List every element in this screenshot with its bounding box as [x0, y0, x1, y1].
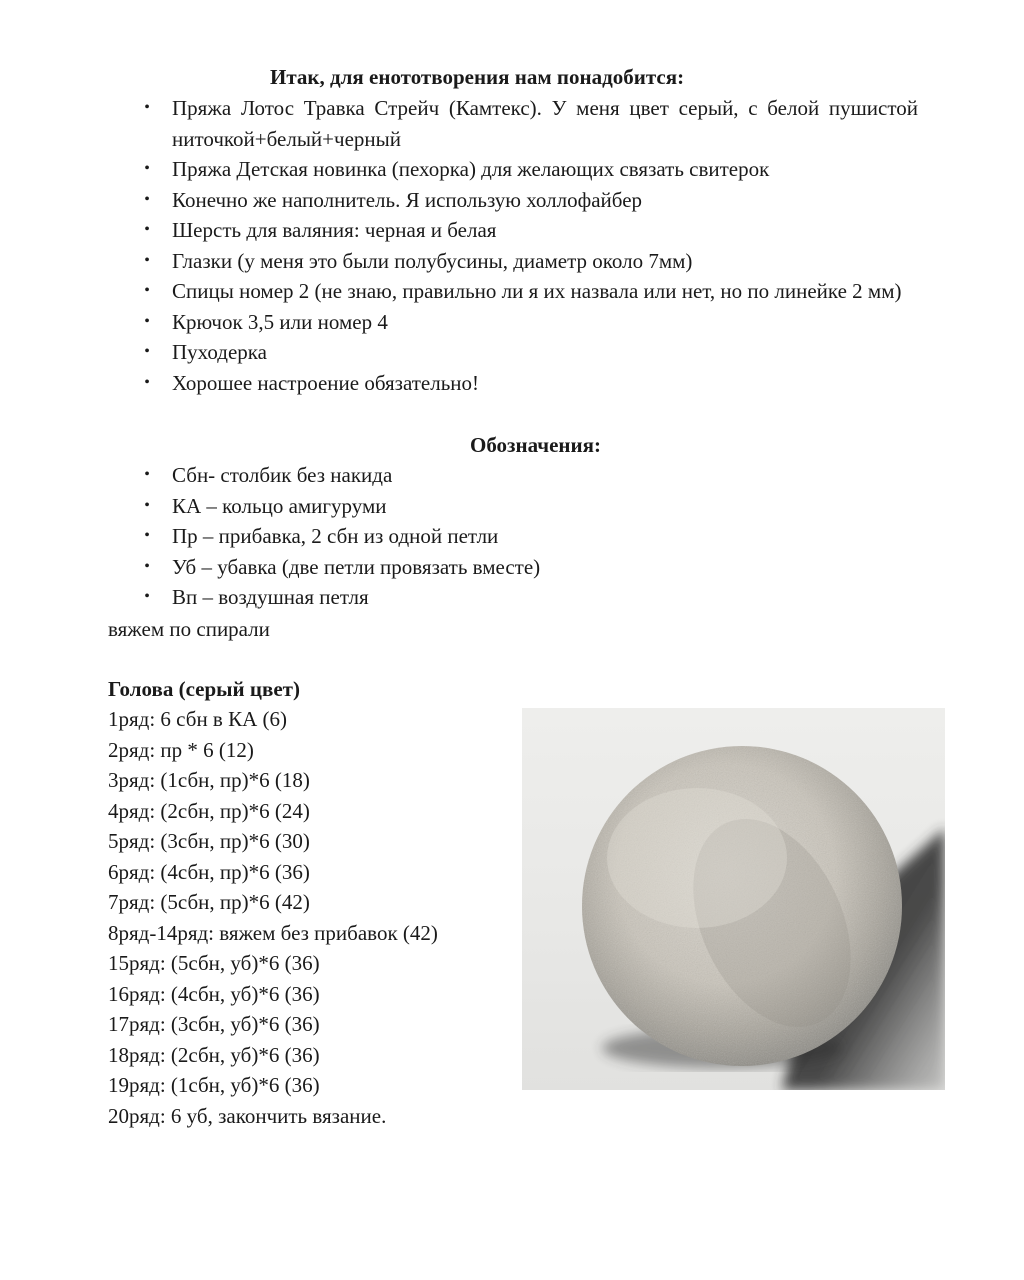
head-row: 19ряд: (1сбн, уб)*6 (36): [108, 1073, 320, 1097]
material-item: [140, 307, 918, 338]
bullet-icon: •: [144, 557, 150, 575]
head-row: 4ряд: (2сбн, пр)*6 (24): [108, 798, 310, 823]
legend-item: [140, 491, 918, 522]
bullet-icon: •: [144, 312, 150, 330]
legend-item-text: Уб – убавка (две петли провязать вместе): [172, 554, 541, 579]
head-section-title: Голова (серый цвет): [108, 677, 300, 701]
head-row: 6ряд: (4сбн, пр)*6 (36): [108, 859, 310, 884]
bullet-icon: •: [144, 496, 150, 514]
material-item: [140, 368, 918, 399]
legend-item: [140, 582, 918, 613]
legend-item-text: Пр – прибавка, 2 сбн из одной петли: [172, 524, 499, 548]
crochet-ball-illustration: [522, 708, 945, 1090]
material-item-text: Глазки (у меня это были полубусины, диаметр около 7мм): [172, 248, 693, 273]
material-item: [140, 154, 918, 185]
material-item: [140, 276, 918, 307]
head-row: 16ряд: (4сбн, уб)*6 (36): [108, 981, 320, 1006]
material-item-text: Спицы номер 2 (не знаю, правильно ли я их назвала или нет, но по линейке 2 мм): [172, 279, 902, 303]
material-item-text: Пряжа Детская новинка (пехорка) для желающих связать свитерок: [172, 157, 770, 181]
material-item: [140, 337, 918, 368]
head-rows-list: [108, 704, 438, 1131]
legend-list: [140, 460, 918, 613]
crochet-ball-photo: [522, 708, 945, 1090]
legend-item-text: Вп – воздушная петля: [172, 585, 369, 609]
head-row: 17ряд: (3сбн, уб)*6 (36): [108, 1012, 320, 1036]
legend-heading: Обозначения:: [470, 433, 601, 457]
materials-heading: Итак, для енототворения нам понадобится:: [270, 65, 685, 89]
material-item-text: Пряжа Лотос Травка Стрейч (Камтекс). У меня цвет серый, с белой пушистой ниточкой+белый+черный: [172, 96, 918, 151]
bullet-icon: •: [144, 221, 150, 238]
head-row: 1ряд: 6 сбн в КА (6): [108, 707, 288, 731]
legend-item: [140, 552, 918, 583]
head-row: 7ряд: (5сбн, пр)*6 (42): [108, 890, 310, 914]
bullet-icon: •: [144, 99, 150, 116]
material-item-text: Конечно же наполнитель. Я использую холлофайбер: [172, 187, 643, 212]
head-row: 18ряд: (2сбн, уб)*6 (36): [108, 1042, 320, 1067]
head-row: 15ряд: (5сбн, уб)*6 (36): [108, 951, 320, 975]
head-row: 5ряд: (3сбн, пр)*6 (30): [108, 829, 310, 853]
material-item: [140, 185, 918, 216]
legend-item: [140, 460, 918, 491]
bullet-icon: •: [144, 373, 150, 391]
bullet-icon: •: [144, 527, 150, 544]
bullet-icon: •: [144, 251, 150, 269]
material-item-text: Пуходерка: [172, 340, 267, 364]
bullet-icon: •: [144, 343, 150, 360]
legend-item-text: КА – кольцо амигуруми: [172, 493, 387, 518]
material-item-text: Крючок 3,5 или номер 4: [172, 309, 388, 334]
head-row: 3ряд: (1сбн, пр)*6 (18): [108, 768, 310, 792]
material-item-text: Хорошее настроение обязательно!: [172, 370, 480, 395]
bullet-icon: •: [144, 160, 150, 177]
bullet-icon: •: [144, 588, 150, 605]
material-item-text: Шерсть для валяния: черная и белая: [172, 218, 497, 242]
bullet-icon: •: [144, 282, 150, 299]
head-row: 2ряд: пр * 6 (12): [108, 737, 254, 762]
bullet-icon: •: [144, 466, 150, 483]
head-row: 20ряд: 6 уб, закончить вязание.: [108, 1103, 387, 1128]
materials-list: [140, 93, 918, 398]
legend-item: [140, 521, 918, 552]
material-item: [140, 215, 918, 246]
bullet-icon: •: [144, 190, 150, 208]
head-row: 8ряд-14ряд: вяжем без прибавок (42): [108, 920, 438, 945]
material-item: [140, 93, 918, 154]
legend-item-text: Сбн- столбик без накида: [172, 463, 393, 487]
spiral-note: вяжем по спирали: [108, 617, 270, 641]
material-item: [140, 246, 918, 277]
